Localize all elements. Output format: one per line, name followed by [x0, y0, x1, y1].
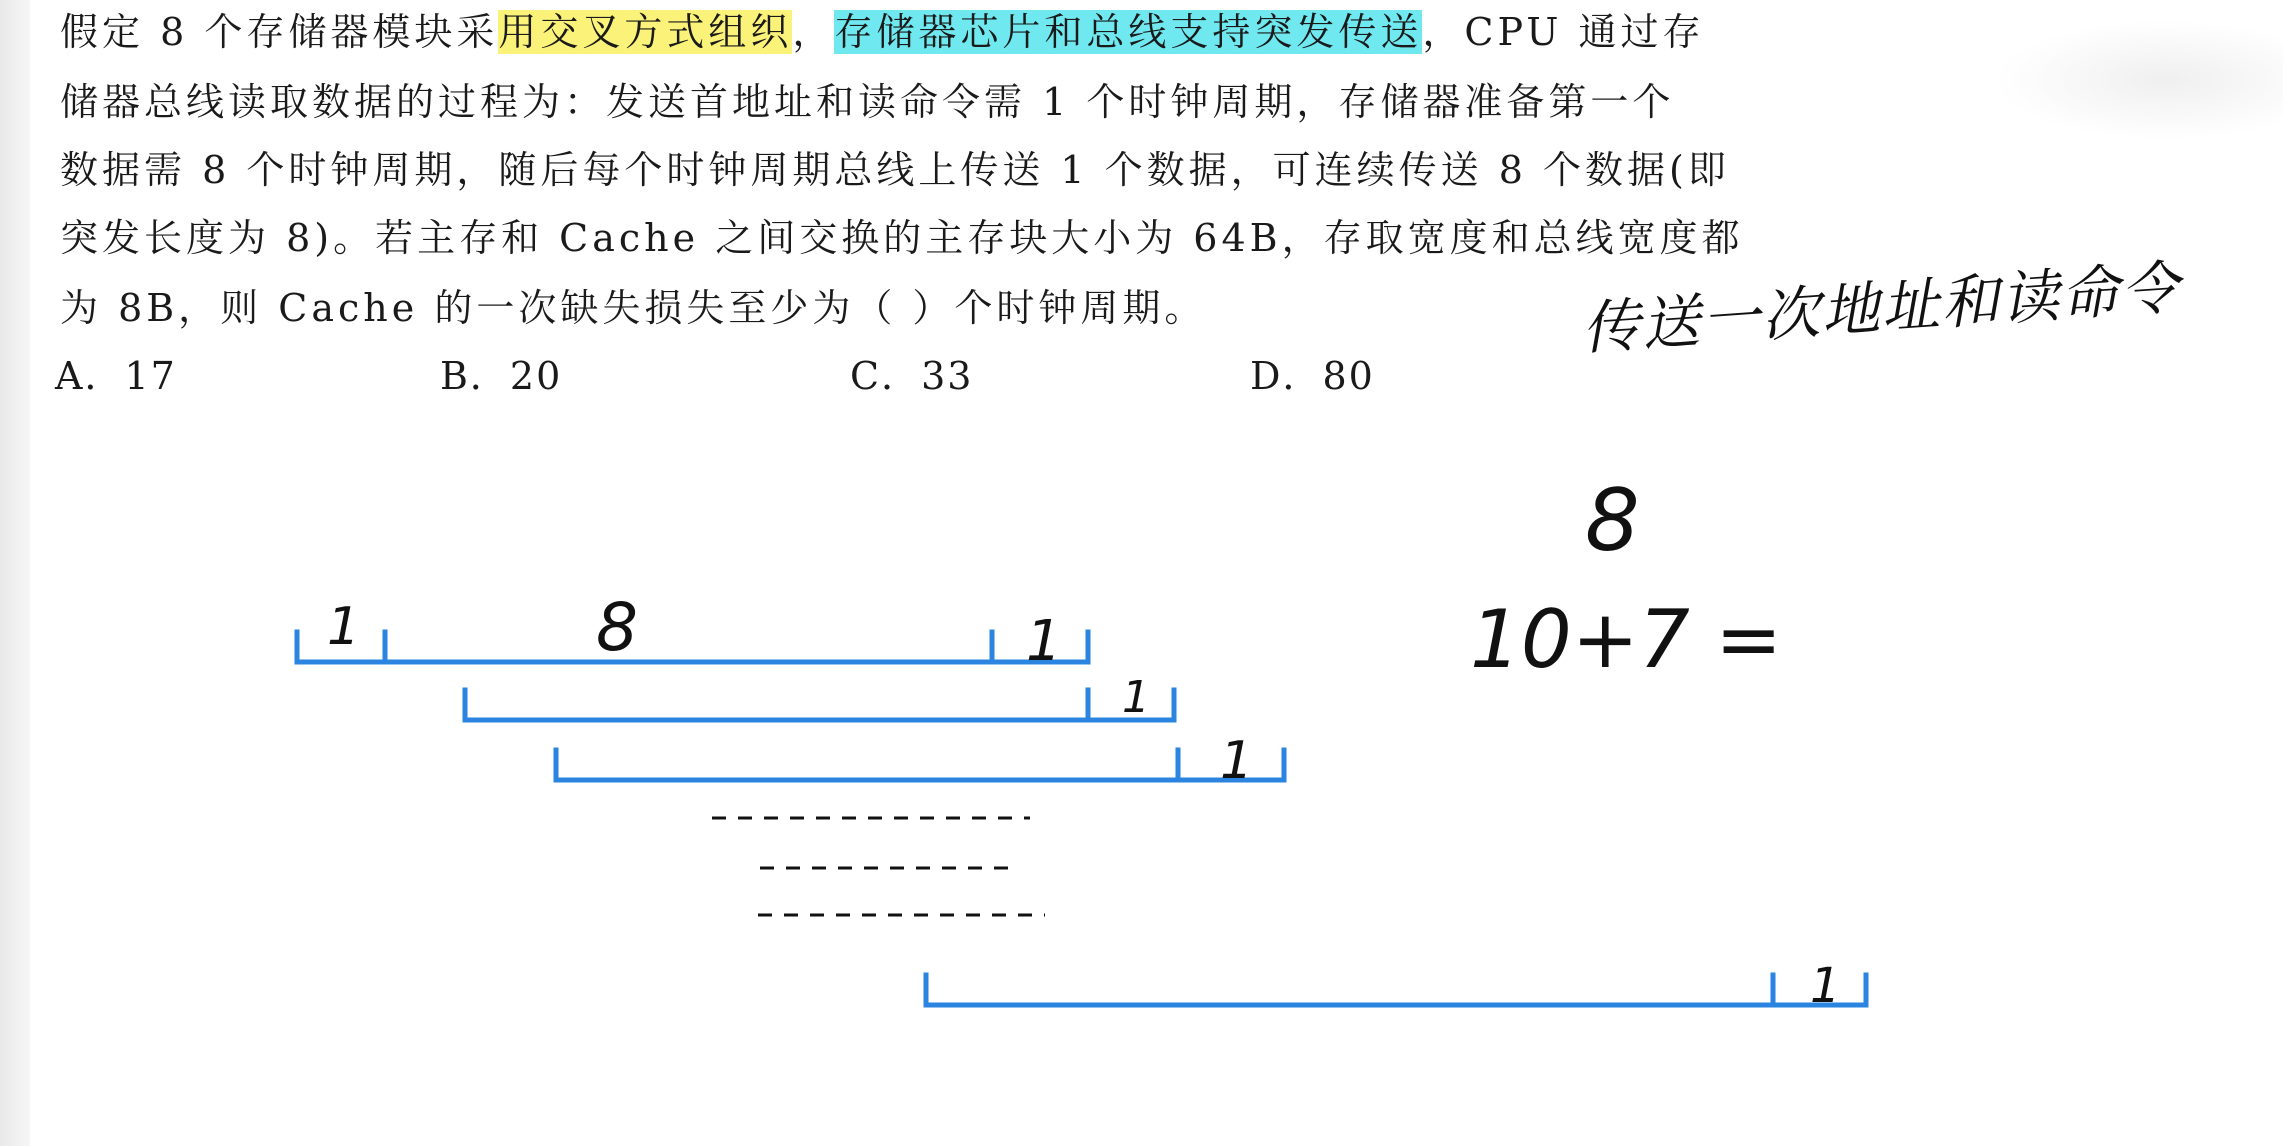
timeline-label-1c: 1 — [1122, 672, 1150, 723]
option-a: A．17 — [55, 354, 177, 398]
timeline-bar-1 — [297, 632, 1088, 662]
timeline-bar-3 — [556, 750, 1284, 780]
question-line-3: 数据需 8 个时钟周期，随后每个时钟周期总线上传送 1 个数据，可连续传送 8 个数据(即 — [60, 148, 1730, 192]
timeline-label-1: 1 — [327, 597, 361, 657]
option-c: C．33 — [850, 354, 974, 398]
handwritten-eight: 8 — [1585, 471, 1640, 571]
question-line-2: 储器总线读取数据的过程为：发送首地址和读命令需 1 个时钟周期，存储器准备第一个 — [60, 80, 1675, 124]
question-line-5: 为 8B，则 Cache 的一次缺失损失至少为（ ）个时钟周期。 — [60, 286, 1207, 330]
highlight-cyan-text: 存储器芯片和总线支持突发传送 — [834, 10, 1423, 54]
timeline-bar-2 — [465, 690, 1174, 720]
question-text-1a: 假定 8 个存储器模块采 — [60, 10, 499, 54]
timeline-label-8: 8 — [596, 589, 638, 666]
option-b: B．20 — [440, 354, 563, 398]
timeline-label-1b: 1 — [1026, 609, 1062, 674]
handwritten-note: 传送一次地址和读命令 — [1579, 253, 2183, 363]
question-line-4: 突发长度为 8)。若主存和 Cache 之间交换的主存块大小为 64B，存取宽度和总线宽度都 — [60, 216, 1744, 260]
timeline-label-1d: 1 — [1220, 731, 1254, 791]
timeline-label-1e: 1 — [1810, 958, 1841, 1014]
highlight-yellow-text: 用交叉方式组织 — [498, 10, 793, 54]
question-text-1c: ，CPU 通过存 — [1422, 10, 1705, 54]
option-d: D．80 — [1250, 354, 1375, 398]
question-text-1b: ， — [792, 10, 835, 54]
timeline-bar-4 — [926, 975, 1866, 1005]
handwritten-expression: 10+7 = — [1470, 593, 1783, 686]
